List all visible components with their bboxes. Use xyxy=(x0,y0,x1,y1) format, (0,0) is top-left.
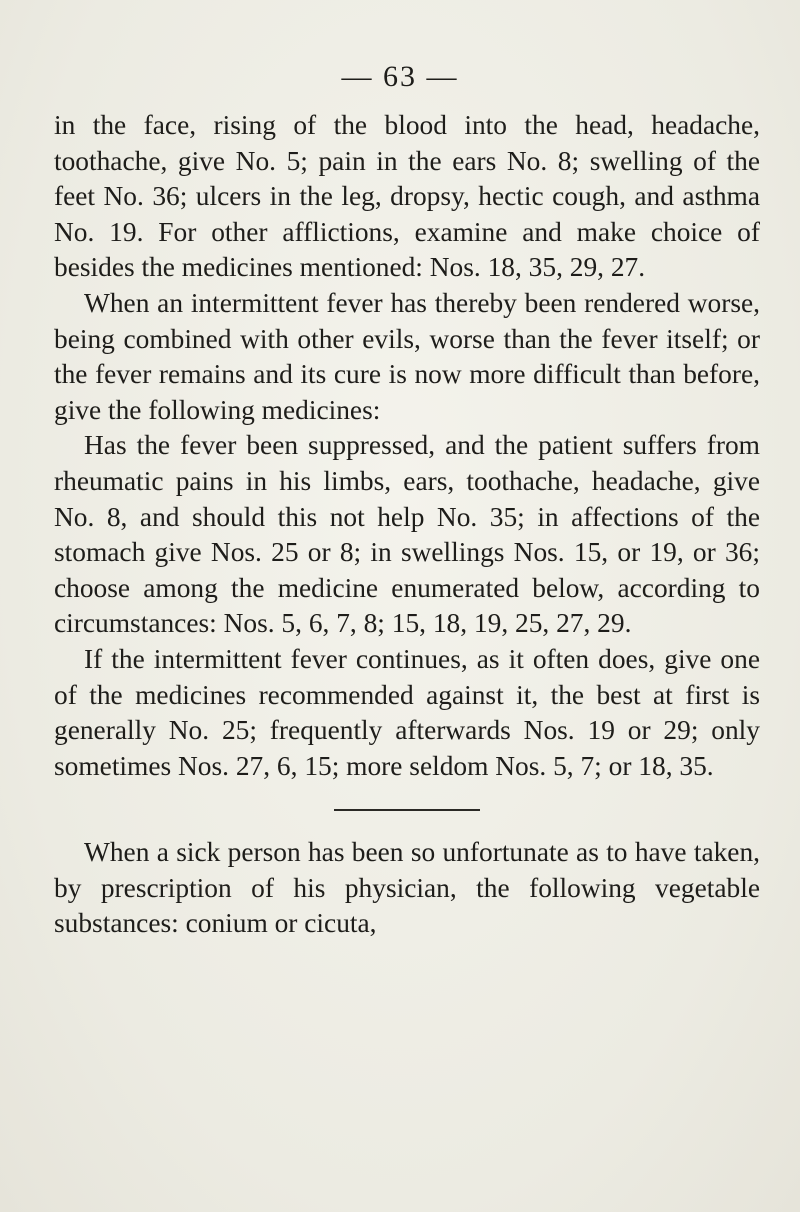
paragraph-vegetable-substances: When a sick person has been so unfortunate as to have taken, by prescription of his physician, the following vegetable substances: conium or cicuta, xyxy=(54,837,760,939)
body-text xyxy=(54,108,760,942)
paragraph-fever-suppressed: Has the fever been suppressed, and the patient suffers from rheumatic pains in his limbs, ears, toothache, headache, give No. 8, and should this not help No. 35; in affections of the stomach give Nos. 25 or 8; in swellings Nos. 15, or 19, or 36; choose among the medicine enumerated below, according to circumstances: Nos. 5, 6, 7, 8; 15, 18, 19, 25, 27, 29. xyxy=(54,430,760,639)
section-divider xyxy=(334,809,480,811)
page-number: — 63 — xyxy=(341,60,459,93)
paragraph-fever-continues: If the intermittent fever continues, as it often does, give one of the medicines recommended against it, the best at first is generally No. 25; frequently afterwards Nos. 19 or 29; only sometimes Nos. 27, 6, 15; more seldom Nos. 5, 7; or 18, 35. xyxy=(54,643,760,781)
paragraph-intermittent-fever-worse: When an intermittent fever has thereby been rendered worse, being combined with other evils, worse than the fever itself; or the fever remains and its cure is now more difficult than before, give the following medicines: xyxy=(54,287,760,425)
paragraph-continuation: in the face, rising of the blood into the head, headache, toothache, give No. 5; pain in the ears No. 8; swelling of the feet No. 36; ulcers in the leg, dropsy, hectic cough, and asthma No. 19. For other afflictions, examine and make choice of besides the medicines mentioned: Nos. 18, 35, 29, 27. xyxy=(54,110,760,283)
